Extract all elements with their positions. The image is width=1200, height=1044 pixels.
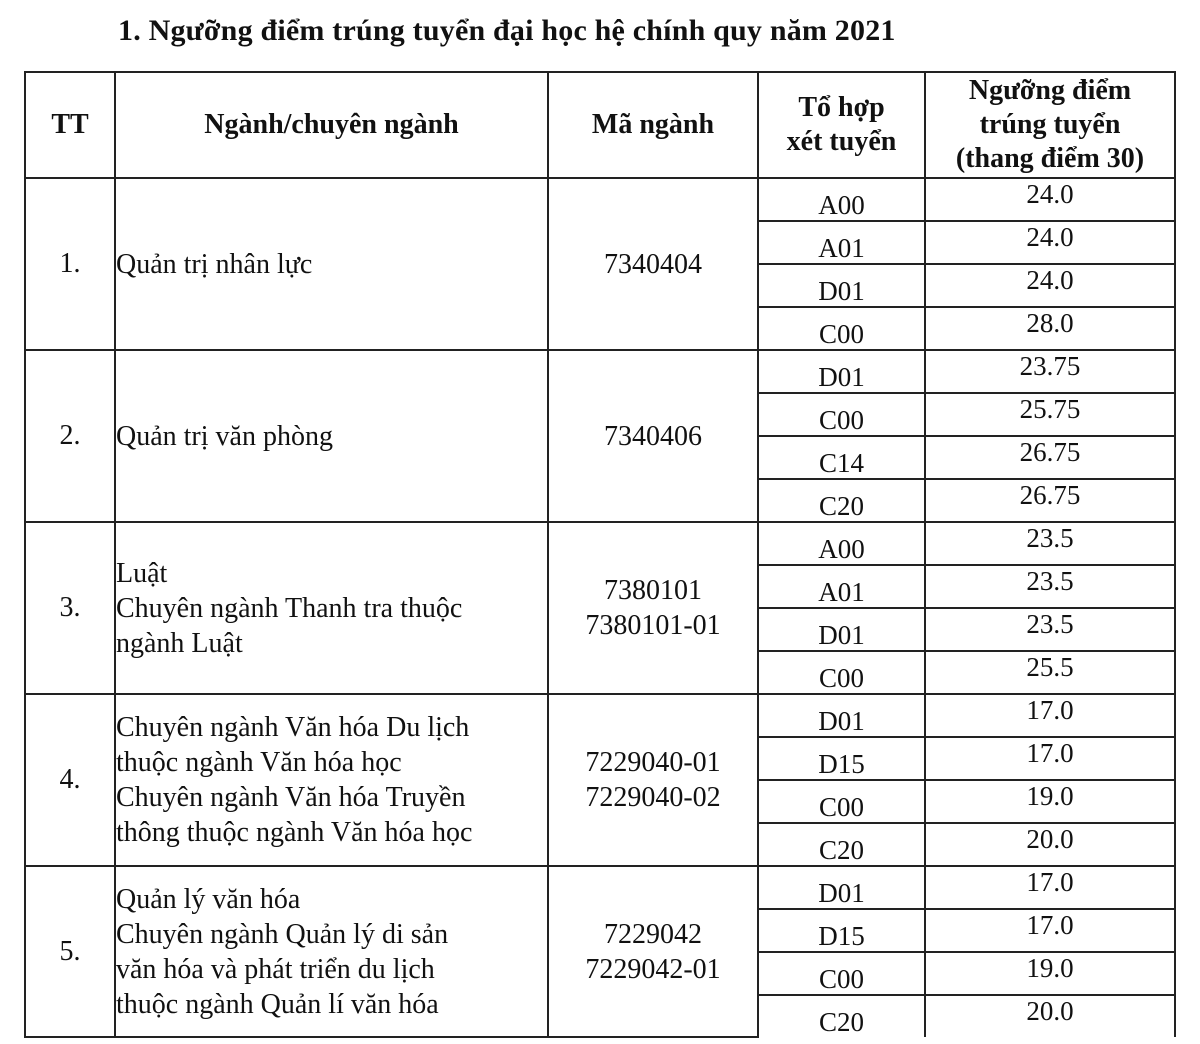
score-cell: 25.75	[925, 393, 1175, 436]
table-row	[25, 522, 1175, 565]
header-code: Mã ngành	[548, 72, 758, 178]
combo-cell: C00	[758, 952, 925, 995]
score-cell: 24.0	[925, 264, 1175, 307]
major-line: Quản trị nhân lực	[116, 248, 313, 280]
header-score-line: Ngưỡng điểm	[968, 75, 1132, 106]
major-line: văn hóa và phát triển du lịch	[116, 953, 435, 985]
combo-cell: D01	[758, 866, 925, 909]
header-tt: TT	[25, 72, 115, 178]
combo-cell: D01	[758, 694, 925, 737]
score-cell: 24.0	[925, 221, 1175, 264]
combo-cell: C00	[758, 780, 925, 823]
table-row	[25, 350, 1175, 393]
code-line: 7380101	[604, 575, 702, 606]
document-title: 1. Ngưỡng điểm trúng tuyển đại học hệ chính quy năm 2021	[118, 14, 896, 47]
code-line: 7340406	[604, 420, 702, 452]
major-code	[548, 522, 758, 694]
code-line: 7380101-01	[585, 610, 721, 641]
admission-score-table	[24, 71, 1176, 1038]
combo-cell: C00	[758, 307, 925, 350]
score-cell: 17.0	[925, 737, 1175, 780]
code-line: 7229042	[604, 918, 702, 950]
major-code	[548, 694, 758, 866]
major-line: Quản trị văn phòng	[116, 420, 333, 452]
row-number: 2.	[25, 350, 115, 522]
score-cell: 20.0	[925, 995, 1175, 1037]
table-header-row	[25, 72, 1175, 178]
combo-cell: C20	[758, 479, 925, 522]
major-line: Luật	[116, 557, 168, 589]
score-cell: 19.0	[925, 780, 1175, 823]
score-cell: 17.0	[925, 866, 1175, 909]
major-line: thông thuộc ngành Văn hóa học	[116, 817, 473, 848]
table-row	[25, 694, 1175, 737]
header-major: Ngành/chuyên ngành	[115, 72, 548, 178]
code-line: 7229040-02	[585, 782, 721, 813]
score-cell: 23.5	[925, 522, 1175, 565]
major-name	[115, 866, 548, 1037]
major-line: thuộc ngành Quản lí văn hóa	[116, 988, 439, 1020]
combo-cell: C20	[758, 823, 925, 866]
combo-cell: D01	[758, 350, 925, 393]
header-score	[925, 72, 1175, 178]
major-line: Chuyên ngành Thanh tra thuộc	[116, 592, 463, 624]
major-line: ngành Luật	[116, 627, 243, 659]
score-cell: 23.75	[925, 350, 1175, 393]
row-number: 1.	[25, 178, 115, 350]
major-line: Chuyên ngành Văn hóa Truyền	[116, 782, 466, 813]
score-cell: 17.0	[925, 694, 1175, 737]
header-combo	[758, 72, 925, 178]
combo-cell: A01	[758, 221, 925, 264]
major-line: Quản lý văn hóa	[116, 883, 301, 915]
score-cell: 23.5	[925, 565, 1175, 608]
score-cell: 19.0	[925, 952, 1175, 995]
combo-cell: C00	[758, 393, 925, 436]
table-row	[25, 178, 1175, 221]
combo-cell: A00	[758, 522, 925, 565]
major-line: Chuyên ngành Văn hóa Du lịch	[116, 712, 470, 743]
major-name	[115, 178, 548, 350]
combo-cell: C00	[758, 651, 925, 694]
major-name	[115, 522, 548, 694]
major-line: thuộc ngành Văn hóa học	[116, 747, 402, 778]
score-cell: 26.75	[925, 479, 1175, 522]
score-cell: 20.0	[925, 823, 1175, 866]
score-cell: 28.0	[925, 307, 1175, 350]
combo-cell: C14	[758, 436, 925, 479]
major-code	[548, 178, 758, 350]
combo-cell: A01	[758, 565, 925, 608]
code-line: 7340404	[604, 248, 702, 280]
combo-cell: A00	[758, 178, 925, 221]
row-number: 4.	[25, 694, 115, 866]
score-cell: 24.0	[925, 178, 1175, 221]
combo-cell: D15	[758, 909, 925, 952]
code-line: 7229042-01	[585, 953, 721, 985]
major-name	[115, 694, 548, 866]
combo-cell: D01	[758, 264, 925, 307]
header-combo-line: xét tuyển	[786, 126, 897, 157]
table-row	[25, 866, 1175, 909]
header-combo-line: Tổ hợp	[798, 92, 885, 123]
combo-cell: D01	[758, 608, 925, 651]
major-name	[115, 350, 548, 522]
major-code	[548, 866, 758, 1037]
score-cell: 17.0	[925, 909, 1175, 952]
score-cell: 25.5	[925, 651, 1175, 694]
combo-cell: D15	[758, 737, 925, 780]
code-line: 7229040-01	[585, 747, 721, 778]
major-line: Chuyên ngành Quản lý di sản	[116, 918, 449, 950]
header-score-line: trúng tuyển	[979, 109, 1121, 140]
combo-cell: C20	[758, 995, 925, 1037]
header-score-line: (thang điểm 30)	[955, 143, 1145, 174]
row-number: 5.	[25, 866, 115, 1037]
score-cell: 23.5	[925, 608, 1175, 651]
major-code	[548, 350, 758, 522]
row-number: 3.	[25, 522, 115, 694]
score-cell: 26.75	[925, 436, 1175, 479]
